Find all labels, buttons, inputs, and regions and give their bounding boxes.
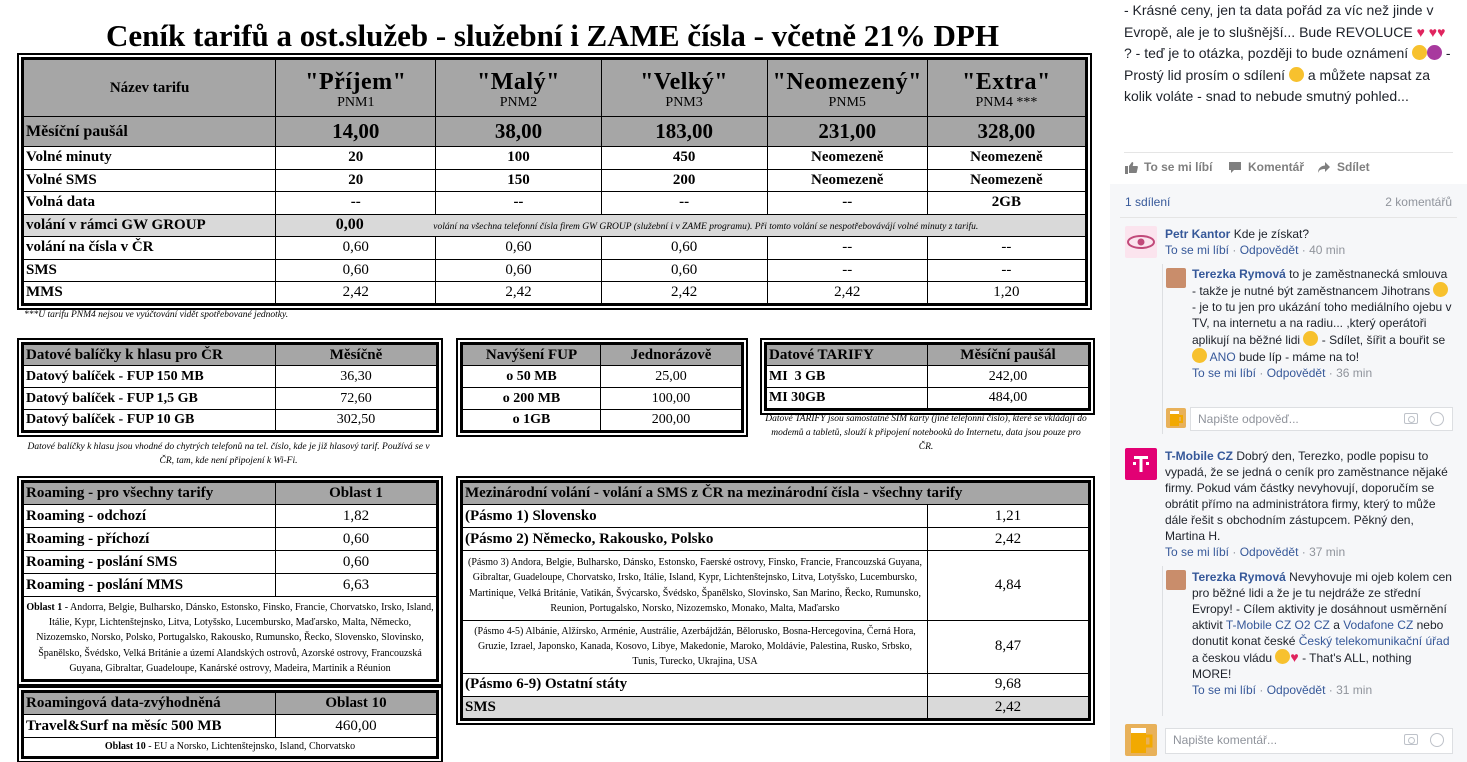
divider	[1124, 152, 1453, 153]
o2-page-link[interactable]: O2 CZ	[1294, 618, 1330, 632]
reply-input[interactable]: Napište odpověď...	[1190, 407, 1453, 431]
tariff-header: "Malý" PNM2	[436, 59, 601, 117]
table-row: SMS 2,42	[462, 696, 1090, 719]
emoji-picker-icon[interactable]	[1430, 412, 1444, 426]
comment: T-Mobile CZ Dobrý den, Terezko, podle popisu to vypadá, že se jedná o ceník pro zaměstnance nějaké firmy. Pokud vám částky nevyhovují, doporučím se obrátit přímo na administrátora firmy, který to může dále řešit s obchodním zástupcem. Pěkný den, Martina H. To se mi líbí · Odpovědět · 37 min	[1165, 449, 1448, 559]
roaming-table: Roaming - pro všechny tarify Oblast 1 Roaming - odchozí 1,82 Roaming - příchozí 0,60 Roaming - poslání SMS 0,60 Roaming - poslání MMS 6,63 Oblast 1 - Andorra, Belgie, Bulharsko, Dánsko, Estonsko, Finsko, Francie, Chorvatsko, Irsko, Island, Itálie, Kypr, Lichtenštejnsko, Litva, Lotyšsko, Lucembursko, Maďarsko, Malta, Německo, Nizozemsko, Norsko, Polsko, Portugalsko, Rakousko, Rumunsko, Řecko, Slovensko, Slovinsko, Španělsko, Švédsko, Velká Británie a území Alandských ostrovů, Azorské ostrovy, Francouzská Guyana, Gibraltar, Guadeloupe, Kanárské ostrovy, Madeira, Martinik a Réunion	[21, 480, 439, 682]
smile-emoji-icon	[1275, 649, 1290, 664]
kiss-emoji-icon	[1412, 45, 1427, 60]
table-row: Datový balíček - FUP 150 MB 36,30	[23, 366, 438, 388]
table-row: Roaming - příchozí 0,60	[23, 528, 438, 551]
tariff-header: "Velký" PNM3	[601, 59, 767, 117]
comment-author[interactable]: Terezka Rymová	[1192, 267, 1286, 281]
avatar[interactable]	[1125, 226, 1157, 258]
tariff-name-header: Název tarifu	[23, 59, 276, 117]
table-row: Roaming - poslání MMS 6,63	[23, 574, 438, 597]
table-row: (Pásmo 4-5) Albánie, Alžírsko, Arménie, Austrálie, Azerbájdžán, Bělorusko, Bosna-Hercegovina, Černá Hora, Gruzie, Izrael, Japonsko, Kanada, Kosovo, Libye, Makedonie, Maroko, Moldávie, Palestina, Rusko, Srbsko, Tunis, Turecko, Ukrajina, USA 8,47	[462, 621, 1090, 674]
ano-link[interactable]: ANO	[1209, 350, 1236, 364]
avatar	[1125, 724, 1157, 756]
data-packages-table: Datové balíčky k hlasu pro ČR Měsíčně Datový balíček - FUP 150 MB 36,30 Datový balíček - FUP 1,5 GB 72,60 Datový balíček - FUP 10 GB 302,50	[21, 342, 439, 433]
like-button[interactable]: To se mi líbí	[1124, 160, 1212, 174]
shares-link[interactable]: 1 sdílení	[1125, 195, 1171, 209]
table-row: Volná data -- -- -- -- 2GB	[23, 192, 1087, 215]
tariff-header: "Extra" PNM4 ***	[927, 59, 1086, 117]
price-list-title: Ceník tarifů a ost.služeb - služební i ZAME čísla - včetně 21% DPH	[106, 18, 999, 53]
comment-time[interactable]: 36 min	[1336, 366, 1373, 380]
table-row: (Pásmo 1) Slovensko 1,21	[462, 505, 1090, 528]
share-arrow-icon	[1317, 161, 1331, 174]
avatar	[1166, 408, 1186, 428]
table-row: (Pásmo 3) Andora, Belgie, Bulharsko, Dánsko, Estonsko, Faerské ostrovy, Finsko, Francie, Francouzská Guyana, Gibraltar, Guadeloupe, Chorvatsko, Irsko, Itálie, Island, Kypr, Lichtenštejnsko, Litva, Lotyšsko, Lucembursko, Martinique, Velká Británie, Vatikán, Švýcarsko, Švédsko, Španělsko, Slovinsko, San Marino, Řecko, Rumunsko, Reunion, Portugalsko, Norsko, Nizozemsko, Monako, Malta, Maďarsko 4,84	[462, 551, 1090, 621]
beer-icon	[1125, 724, 1157, 756]
table-row: Datový balíček - FUP 1,5 GB 72,60	[23, 388, 438, 410]
comment-reply-link[interactable]: Odpovědět	[1266, 366, 1326, 380]
divider	[1120, 217, 1457, 218]
comment-author[interactable]: T-Mobile CZ	[1165, 449, 1233, 463]
table-row: Datový balíček - FUP 10 GB 302,50	[23, 410, 438, 432]
smile-emoji-icon	[1289, 67, 1304, 82]
share-button[interactable]: Sdílet	[1317, 160, 1370, 174]
avatar[interactable]	[1125, 448, 1157, 480]
camera-icon[interactable]	[1404, 734, 1418, 745]
facebook-panel	[1110, 0, 1467, 762]
reply-thread-line	[1162, 264, 1163, 434]
avatar[interactable]	[1166, 570, 1186, 590]
comment-author[interactable]: Petr Kantor	[1165, 227, 1231, 241]
table-row: o 1GB 200,00	[462, 410, 743, 432]
tmobile-page-link[interactable]: T-Mobile CZ	[1225, 618, 1292, 632]
table-row: Travel&Surf na měsíc 500 MB 460,00	[23, 715, 438, 738]
reply-thread-line	[1162, 566, 1163, 716]
roaming-data-table: Roamingová data-zvýhodněná Oblast 10 Travel&Surf na měsíc 500 MB 460,00 Oblast 10 - EU a Norsko, Lichtenštejnsko, Island, Chorvatsko	[21, 690, 439, 759]
comment-count[interactable]: 2 komentářů	[1385, 195, 1452, 209]
smile-emoji-icon	[1303, 331, 1318, 346]
heart-emoji-icon: ♥	[1290, 649, 1299, 665]
comment-input[interactable]: Napište komentář...	[1165, 728, 1453, 754]
table-row: Volné minuty 20 100 450 Neomezeně Neomezeně	[23, 147, 1087, 170]
table-row: MI 30GB 484,00	[766, 388, 1090, 410]
comment-time[interactable]: 40 min	[1309, 243, 1346, 257]
footnote: ***U tarifu PNM4 nejsou ve vyúčtování vidět spotřebované jednotky.	[24, 310, 289, 320]
ctu-page-link[interactable]: Český telekomunikační úřad	[1298, 634, 1450, 648]
comment-icon	[1228, 161, 1242, 174]
comment-reply-link[interactable]: Odpovědět	[1266, 683, 1326, 697]
table-row: volání v rámci GW GROUP 0,00 volání na všechna telefonní čísla firem GW GROUP (služební i v ZAME programu). Při tomto volání se nespotřebovávájí volné minuty z tarifu.	[23, 214, 1087, 237]
post-actions	[1124, 160, 1456, 178]
data-tariffs-note: Datové TARIFY jsou samostatné SIM karty (jiné telefonní číslo), které se vkládají do modemů a tabletů, slouží k připojení notebooků do Internetu, data jsou pouze pro ČR.	[765, 414, 1087, 452]
comment-reply-link[interactable]: Odpovědět	[1239, 243, 1299, 257]
roaming-area-list: Oblast 1 - Andorra, Belgie, Bulharsko, Dánsko, Estonsko, Finsko, Francie, Chorvatsko, Irsko, Island, Itálie, Kypr, Lichtenštejnsko, Litva, Lotyšsko, Lucembursko, Maďarsko, Malta, Německo, Nizozemsko, Norsko, Polsko, Portugalsko, Rakousko, Rumunsko, Řecko, Slovensko, Slovinsko, Španělsko, Švédsko, Velká Británie a území Alandských ostrovů, Azorské ostrovy, Francouzská Guyana, Gibraltar, Guadeloupe, Kanárské ostrovy, Madeira, Martinik a Réunion	[23, 597, 438, 681]
eye-logo-icon	[1125, 226, 1157, 258]
table-row: MMS 2,42 2,42 2,42 2,42 1,20	[23, 282, 1087, 305]
table-row: (Pásmo 6-9) Ostatní státy 9,68	[462, 673, 1090, 696]
data-packages-note: Datové balíčky k hlasu jsou vhodné do chytrých telefonů na tel. číslo, kde je již hlasový tarif. Používá se v ČR, tam, kde není připojení k Wi-Fi.	[27, 442, 430, 466]
table-row: Volné SMS 20 150 200 Neomezeně Neomezeně	[23, 169, 1087, 192]
thumbs-up-icon	[1124, 161, 1138, 174]
heart-emoji-icon: ♥	[1428, 23, 1438, 40]
tmobile-logo-icon	[1125, 448, 1157, 480]
table-row: Roaming - poslání SMS 0,60	[23, 551, 438, 574]
comment-button[interactable]: Komentář	[1228, 160, 1304, 174]
table-row: o 50 MB 25,00	[462, 366, 743, 388]
comment-author[interactable]: Terezka Rymová	[1192, 570, 1286, 584]
roaming-data-area: Oblast 10 - EU a Norsko, Lichtenštejnsko, Island, Chorvatsko	[23, 738, 438, 758]
table-row: (Pásmo 2) Německo, Rakousko, Polsko 2,42	[462, 528, 1090, 551]
comment-like-link[interactable]: To se mi líbí	[1165, 545, 1230, 559]
post-text: - Krásné ceny, jen ta data pořád za víc než jinde v Evropě, ale je to slušnější... Bude REVOLUCE ♥ ♥♥ ? - teď je to otázka, později to bude oznámení - Prostý lid prosím o sdílení a můžete napsat za kolik voláte - snad to nebude smutný pohled...	[1124, 2, 1451, 104]
beer-icon	[1166, 408, 1186, 428]
tariff-header: "Příjem" PNM1	[276, 59, 436, 117]
devil-emoji-icon	[1427, 45, 1442, 60]
comment-like-link[interactable]: To se mi líbí	[1192, 366, 1257, 380]
comment: Petr Kantor Kde je získat? To se mi líbí · Odpovědět · 40 min	[1165, 227, 1346, 257]
reply-comment: Terezka Rymová Nevyhovuje mi ojeb kolem cen pro běžné lidi a že je tu nejdráže ze střední Evropy! - Cílem aktivity je dosáhnout usměrnění aktivit T-Mobile CZ O2 CZ a Vodafone CZ nebo donutit konat české Český telekomunikační úřad a českou vládu ♥ - That's ALL, nothing MORE! To se mi líbí · Odpovědět · 31 min	[1192, 570, 1452, 697]
camera-icon[interactable]	[1404, 413, 1418, 424]
data-tariffs-table: Datové TARIFY Měsíční paušál MI 3 GB 242,00 MI 30GB 484,00	[764, 342, 1091, 411]
table-row: Roaming - odchozí 1,82	[23, 505, 438, 528]
comment-time[interactable]: 37 min	[1309, 545, 1346, 559]
table-row: SMS 0,60 0,60 0,60 -- --	[23, 259, 1087, 282]
fup-table: Navýšení FUP Jednorázově o 50 MB 25,00 o 200 MB 100,00 o 1GB 200,00	[460, 342, 744, 433]
vodafone-page-link[interactable]: Vodafone CZ	[1343, 618, 1414, 632]
comments-section	[1110, 184, 1467, 762]
emoji-picker-icon[interactable]	[1430, 733, 1444, 747]
avatar[interactable]	[1166, 268, 1186, 288]
comment-like-link[interactable]: To se mi líbí	[1192, 683, 1257, 697]
smile-emoji-icon	[1192, 348, 1207, 363]
comment-like-link[interactable]: To se mi líbí	[1165, 243, 1230, 257]
international-calls-table: Mezinárodní volání - volání a SMS z ČR na mezinárodní čísla - všechny tarify (Pásmo 1) Slovensko 1,21 (Pásmo 2) Německo, Rakousko, Polsko 2,42 (Pásmo 3) Andora, Belgie, Bulharsko, Dánsko, Estonsko, Faerské ostrovy, Finsko, Francie, Francouzská Guyana, Gibraltar, Guadeloupe, Chorvatsko, Irsko, Itálie, Island, Kypr, Lichtenštejnsko, Litva, Lotyšsko, Lucembursko, Martinique, Velká Británie, Vatikán, Švýcarsko, Švédsko, Španělsko, Slovinsko, San Marino, Řecko, Rumunsko, Reunion, Portugalsko, Norsko, Nizozemsko, Monako, Malta, Maďarsko 4,84 (Pásmo 4-5) Albánie, Alžírsko, Arménie, Austrálie, Azerbájdžán, Bělorusko, Bosna-Hercegovina, Černá Hora, Gruzie, Izrael, Japonsko, Kanada, Kosovo, Libye, Makedonie, Maroko, Moldávie, Palestina, Rusko, Srbsko, Tunis, Turecko, Ukrajina, USA 8,47 (Pásmo 6-9) Ostatní státy 9,68 SMS 2,42	[460, 480, 1091, 721]
comment-reply-link[interactable]: Odpovědět	[1239, 545, 1299, 559]
table-row: o 200 MB 100,00	[462, 388, 743, 410]
comment-time[interactable]: 31 min	[1336, 683, 1373, 697]
tariff-table	[21, 57, 1088, 306]
reply-comment: Terezka Rymová to je zaměstnanecká smlouva - takže je nutné být zaměstnancem Jihotrans - je to tu jen pro ukázání toho mediálního ojebu v TV, na internetu a na radiu... ,který operátoři aplikují na běžné lidi - Sdílet, šířit a bouřit se ANO bude líp - máme na to! To se mi líbí · Odpovědět · 36 min	[1192, 267, 1452, 380]
smile-emoji-icon	[1433, 282, 1448, 297]
table-row: Měsíční paušál 14,00 38,00 183,00 231,00 328,00	[23, 117, 1087, 147]
table-row: volání na čísla v ČR 0,60 0,60 0,60 -- --	[23, 237, 1087, 260]
table-row: MI 3 GB 242,00	[766, 366, 1090, 388]
heart-emoji-icon: ♥	[1416, 23, 1425, 40]
heart-emoji-icon: ♥	[1437, 23, 1446, 40]
tariff-header: "Neomezený" PNM5	[767, 59, 927, 117]
